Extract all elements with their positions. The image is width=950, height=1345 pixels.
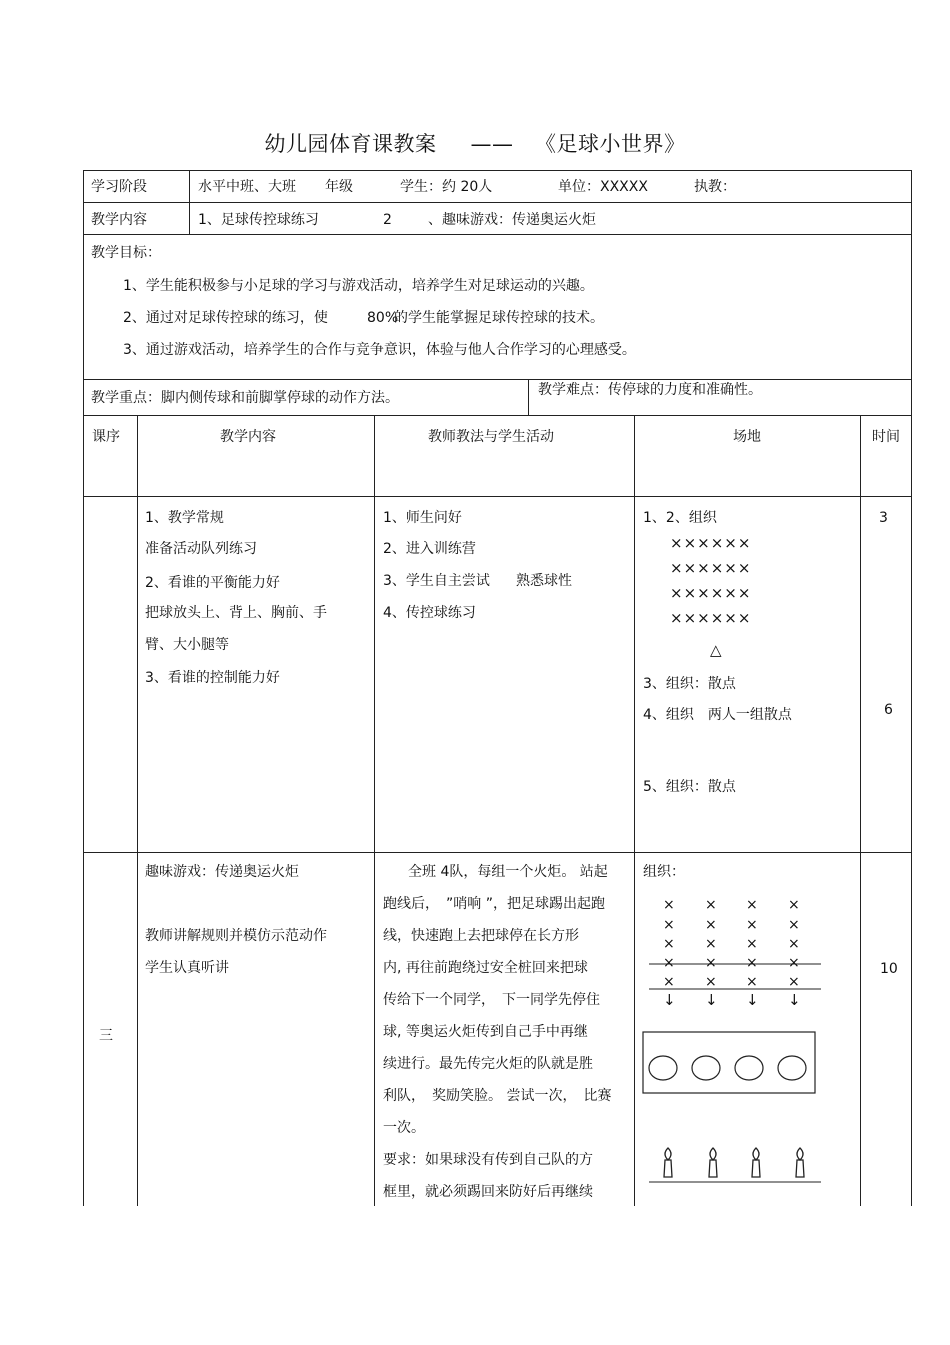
player-cross: × (663, 917, 675, 933)
title-dash: —— (470, 132, 514, 156)
player-cross: × (788, 917, 800, 933)
list-item: 3、看谁的控制能力好 (145, 670, 280, 686)
site-org-1-2: 1、2、组织 (643, 510, 717, 526)
site-org-4: 4、组织 两人一组散点 (643, 707, 792, 723)
player-cross: × (705, 936, 717, 952)
site-org-label: 组织： (643, 864, 685, 880)
player-cross: × (705, 897, 717, 913)
arrow-down-icon: ↓ (663, 991, 676, 1009)
formation-row: ×××××× (670, 584, 752, 602)
method-line: 利队， 奖励笑脸。 尝试一次， 比赛 (383, 1088, 612, 1104)
goal-2-percent: 80% (367, 310, 399, 326)
torch-icon (796, 1148, 804, 1177)
header-time: 时间 (872, 429, 900, 445)
player-cross: × (746, 974, 758, 990)
list-item: 1、师生问好 (383, 510, 462, 526)
teacher-triangle-icon: △ (710, 641, 722, 659)
site-org-5: 5、组织：散点 (643, 779, 736, 795)
player-cross: × (788, 897, 800, 913)
goal-2-suffix: 的学生能掌握足球传控球的技术。 (394, 310, 604, 326)
method-line: 球, 等奥运火炬传到自己手中再继 (383, 1024, 588, 1040)
list-item: 教师讲解规则并模仿示范动作 (145, 928, 327, 944)
goal-1: 1、学生能积极参与小足球的学习与游戏活动，培养学生对足球运动的兴趣。 (123, 278, 594, 294)
header-method: 教师教法与学生活动 (428, 429, 554, 445)
torch-icon (664, 1148, 672, 1177)
player-cross: × (663, 936, 675, 952)
player-cross: × (663, 897, 675, 913)
list-item: 2、进入训练营 (383, 541, 476, 557)
player-cross: × (788, 955, 800, 971)
list-item: 把球放头上、背上、胸前、手 (145, 605, 327, 621)
content-label: 教学内容 (91, 212, 147, 228)
method-line: 内, 再往前跑绕过安全桩回来把球 (383, 960, 588, 976)
time-value: 10 (880, 961, 898, 977)
list-item: 1、教学常规 (145, 510, 224, 526)
list-item: 2、看谁的平衡能力好 (145, 575, 280, 591)
header-order: 课序 (92, 429, 120, 445)
arrow-down-icon: ↓ (788, 991, 801, 1009)
arrow-down-icon: ↓ (705, 991, 718, 1009)
grade-label: 年级 (325, 179, 353, 195)
goal-3: 3、通过游戏活动，培养学生的合作与竞争意识，体验与他人合作学习的心理感受。 (123, 342, 636, 358)
difficulty-point: 教学难点：传停球的力度和准确性。 (538, 382, 762, 398)
header-content: 教学内容 (220, 429, 276, 445)
list-item: 熟悉球性 (516, 573, 572, 589)
time-value: 3 (879, 510, 888, 526)
player-cross: × (705, 955, 717, 971)
ball-circle-icon (649, 1056, 677, 1080)
stop-box (643, 1032, 815, 1093)
teacher-label: 执教： (694, 179, 736, 195)
method-line: 要求：如果球没有传到自己队的方 (383, 1152, 593, 1168)
player-cross: × (663, 974, 675, 990)
player-cross: × (746, 917, 758, 933)
list-item: 学生认真听讲 (145, 960, 229, 976)
player-cross: × (705, 974, 717, 990)
title-main: 幼儿园体育课教案 (264, 132, 437, 156)
section3-order: 三 (99, 1028, 113, 1044)
torch-icon (709, 1148, 717, 1177)
player-cross: × (746, 936, 758, 952)
list-item: 趣味游戏：传递奥运火炬 (145, 864, 299, 880)
unit-value: 单位：XXXXX (558, 179, 648, 195)
method-line: 跑线后， ”哨响 ”，把足球踢出起跑 (383, 896, 605, 912)
ball-circle-icon (735, 1056, 763, 1080)
arrow-down-icon: ↓ (746, 991, 759, 1009)
key-point: 教学重点：脚内侧传球和前脚掌停球的动作方法。 (91, 390, 399, 406)
site-org-3: 3、组织：散点 (643, 676, 736, 692)
method-line: 框里，就必须踢回来防好后再继续 (383, 1184, 593, 1200)
content-item-2-number: 2 (383, 212, 392, 228)
list-item: 4、传控球练习 (383, 605, 476, 621)
formation-row: ×××××× (670, 534, 752, 552)
formation-row: ×××××× (670, 559, 752, 577)
player-cross: × (788, 974, 800, 990)
torch-icon (752, 1148, 760, 1177)
ball-circle-icon (778, 1056, 806, 1080)
goals-heading: 教学目标： (91, 245, 161, 261)
students-count: 学生：约 20人 (400, 179, 493, 195)
list-item: 臂、大小腿等 (145, 637, 229, 653)
player-cross: × (746, 897, 758, 913)
content-item-1: 1、足球传控球练习 (198, 212, 319, 228)
player-cross: × (663, 955, 675, 971)
stage-value: 水平中班、大班 (198, 179, 296, 195)
formation-row: ×××××× (670, 609, 752, 627)
method-line: 传给下一个同学， 下一同学先停住 (383, 992, 600, 1008)
method-line: 续进行。最先传完火炬的队就是胜 (383, 1056, 593, 1072)
stage-label: 学习阶段 (91, 179, 147, 195)
ball-circle-icon (692, 1056, 720, 1080)
content-item-2-text: 、趣味游戏：传递奥运火炬 (428, 212, 596, 228)
method-line: 一次。 (383, 1120, 425, 1136)
player-cross: × (788, 936, 800, 952)
method-line: 线，快速跑上去把球停在长方形 (383, 928, 579, 944)
player-cross: × (705, 917, 717, 933)
title-sub: 《足球小世界》 (535, 132, 686, 156)
player-cross: × (746, 955, 758, 971)
method-line: 全班 4队，每组一个火炬。 站起 (408, 864, 608, 880)
header-site: 场地 (733, 429, 761, 445)
list-item: 3、学生自主尝试 (383, 573, 490, 589)
time-value: 6 (884, 702, 893, 718)
list-item: 准备活动队列练习 (145, 541, 257, 557)
goal-2-prefix: 2、通过对足球传控球的练习，使 (123, 310, 328, 326)
